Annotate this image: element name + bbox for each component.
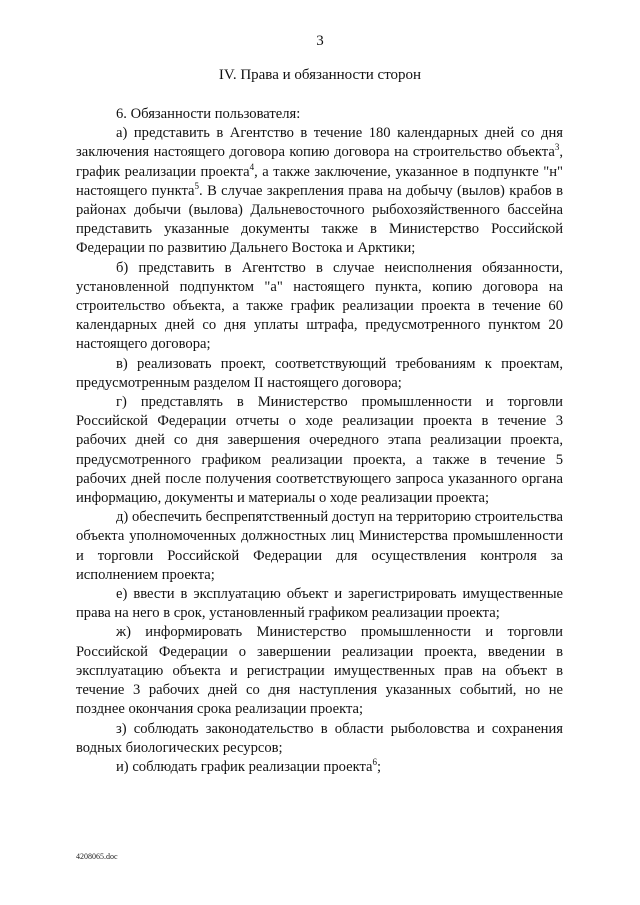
page-number: 3 — [316, 33, 324, 49]
item-i — [76, 758, 563, 777]
document-body — [76, 105, 563, 777]
item-a — [76, 124, 563, 258]
file-name-footer: 4208065.doc — [76, 852, 118, 861]
clause-heading: 6. Обязанности пользователя: — [116, 106, 301, 122]
item-v: в) реализовать проект, соответствующий требованиям к проектам, предусмотренным разделом II настоящего договора; — [76, 355, 563, 391]
item-zh: ж) информировать Министерство промышленности и торговли Российской Федерации о завершении реализации проекта, введении в эксплуатацию объекта и регистрации имущественных прав на объект в течение 3 рабочих дней со дня наступления указанных событий, но не позднее окончания срока реализации проекта; — [76, 624, 563, 718]
item-a-text-2: , график реализации проекта — [76, 144, 563, 180]
footnote-ref-4[interactable]: 4 — [249, 161, 255, 172]
item-b: б) представить в Агентство в случае неисполнения обязанности, установленной подпунктом "а" настоящего пункта, копию договора на строительство объекта, а также график реализации проекта в течение 60 календарных дней со дня уплаты штрафа, предусмотренного пунктом 20 настоящего договора; — [76, 259, 563, 353]
item-i-tail: ; — [377, 758, 382, 775]
item-d: д) обеспечить беспрепятственный доступ на территорию строительства объекта уполномоченных должностных лиц Министерства промышленности и торговли Российской Федерации для осуществления контроля за исполнением проекта; — [76, 509, 563, 583]
footnote-ref-3[interactable]: 3 — [554, 142, 560, 153]
footnote-ref-6[interactable]: 6 — [372, 757, 378, 768]
item-e: е) ввести в эксплуатацию объект и зарегистрировать имущественные права на него в срок, установленный графиком реализации проекта; — [76, 586, 563, 622]
item-a-text-1: а) представить в Агентство в течение 180 календарных дней со дня заключения настоящего договора копию договора на строительство объекта — [76, 125, 563, 161]
item-g: г) представлять в Министерство промышленности и торговли Российской Федерации отчеты о ходе реализации проекта в течение 3 рабочих дней со дня завершения очередного этапа реализации проекта, предусмотренного графиком реализации проекта, а также в течение 5 рабочих дней после получения соответствующего запроса указанного органа информацию, документы и материалы о ходе реализации проекта; — [76, 394, 563, 507]
item-z: з) соблюдать законодательство в области рыболовства и сохранения водных биологических ресурсов; — [76, 720, 563, 756]
footnote-ref-5[interactable]: 5 — [194, 180, 200, 191]
item-i-text: и) соблюдать график реализации проекта — [116, 758, 373, 775]
item-a-text-3: , а также заключение, указанное в подпункте "н" настоящего пункта — [76, 163, 563, 199]
item-a-text-4: . В случае закрепления права на добычу (вылов) крабов в районах добычи (вылова) Дальневосточного рыбохозяйственного бассейна представить указанные документы также в Министерство Российской Федерации по развитию Дальнего Востока и Арктики; — [76, 182, 564, 257]
section-title: IV. Права и обязанности сторон — [218, 67, 422, 83]
